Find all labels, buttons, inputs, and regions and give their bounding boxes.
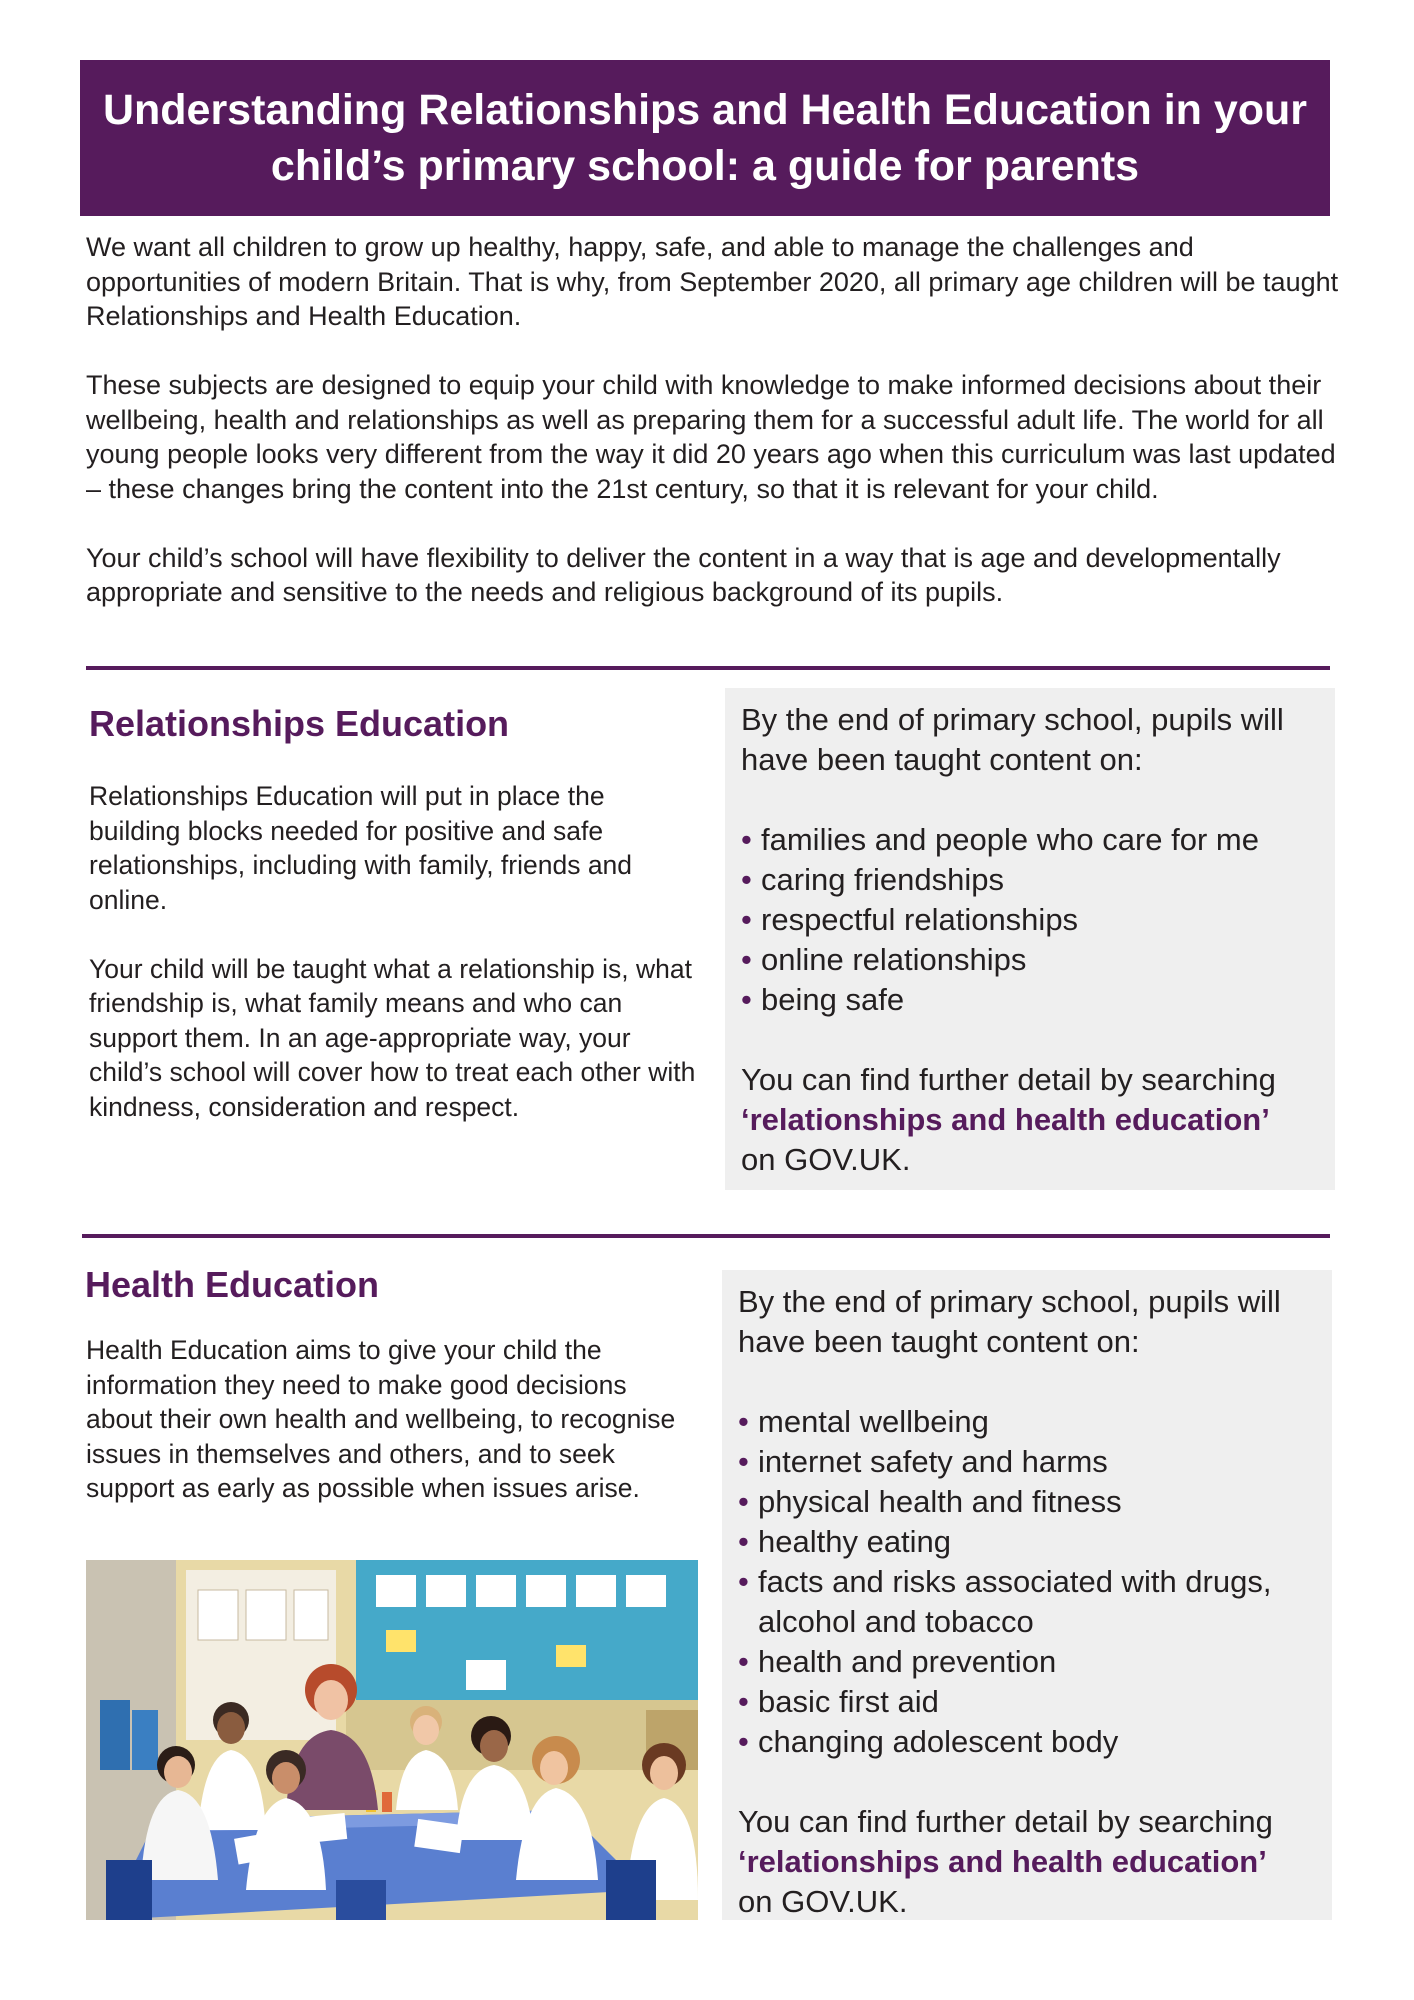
further-detail-source: on GOV.UK. (741, 1142, 911, 1177)
list-item: • facts and risks associated with drugs, alcohol and tobacco (738, 1562, 1316, 1642)
list-item: • caring friendships (741, 860, 1319, 900)
health-text (86, 1333, 698, 1540)
list-item: • healthy eating (738, 1522, 1316, 1562)
search-term: ‘relationships and health education’ (738, 1844, 1267, 1879)
health-content-box (722, 1270, 1332, 1920)
further-detail-text: You can find further detail by searching (738, 1804, 1273, 1839)
further-detail (741, 1060, 1319, 1180)
relationships-text (89, 779, 699, 1159)
intro-paragraph: These subjects are designed to equip your child with knowledge to make informed decisions about their wellbeing, health and relationships as well as preparing them for a successful adult life. The world for all young people looks very different from the way it did 20 years ago when this curriculum was last updated – these changes bring the content into the 21st century, so that it is relevant for your child. (86, 370, 1336, 504)
list-item: • mental wellbeing (738, 1402, 1316, 1442)
title-banner (80, 60, 1330, 216)
relationships-paragraph: Your child will be taught what a relationship is, what friendship is, what family means and who can support them. In an age-appropriate way, your child’s school will cover how to treat each other with kindness, consideration and respect. (89, 953, 696, 1122)
health-heading: Health Education (85, 1264, 380, 1305)
intro-text (86, 230, 1346, 644)
further-detail-source: on GOV.UK. (738, 1884, 908, 1919)
section-divider (86, 666, 1330, 670)
relationships-topic-list (741, 820, 1319, 1020)
intro-paragraph: We want all children to grow up healthy, happy, safe, and able to manage the challenges and opportunities of modern Britain. That is why, from September 2020, all primary age children will be taught Relationships and Health Education. (86, 232, 1339, 331)
box-lead: By the end of primary school, pupils will have been taught content on: (741, 702, 1284, 777)
classroom-photo-icon (86, 1560, 698, 1920)
list-item: • online relationships (741, 940, 1319, 980)
section-divider (82, 1234, 1330, 1238)
relationships-paragraph: Relationships Education will put in place the building blocks needed for positive and safe relationships, including with family, friends and online. (89, 781, 633, 915)
further-detail-text: You can find further detail by searching (741, 1062, 1276, 1097)
page-title: Understanding Relationships and Health Education in your child’s primary school: a guide for parents (102, 86, 1308, 190)
list-item: • internet safety and harms (738, 1442, 1316, 1482)
list-item: • basic first aid (738, 1682, 1316, 1722)
health-paragraph: Health Education aims to give your child the information they need to make good decisions about their own health and wellbeing, to recognise issues in themselves and others, and to seek support as early as possible when issues arise. (86, 1335, 676, 1503)
health-topic-list (738, 1402, 1316, 1762)
search-term: ‘relationships and health education’ (741, 1102, 1270, 1137)
list-item: • being safe (741, 980, 1319, 1020)
further-detail (738, 1802, 1316, 1922)
classroom-photo (86, 1560, 698, 1920)
list-item: • families and people who care for me (741, 820, 1319, 860)
relationships-heading: Relationships Education (89, 703, 510, 744)
list-item: • changing adolescent body (738, 1722, 1316, 1762)
list-item: • respectful relationships (741, 900, 1319, 940)
intro-paragraph: Your child’s school will have flexibility to deliver the content in a way that is age and developmentally appropriate and sensitive to the needs and religious background of its pupils. (86, 542, 1281, 607)
box-lead: By the end of primary school, pupils will have been taught content on: (738, 1284, 1281, 1359)
relationships-content-box (725, 688, 1335, 1190)
list-item: • health and prevention (738, 1642, 1316, 1682)
list-item: • physical health and fitness (738, 1482, 1316, 1522)
